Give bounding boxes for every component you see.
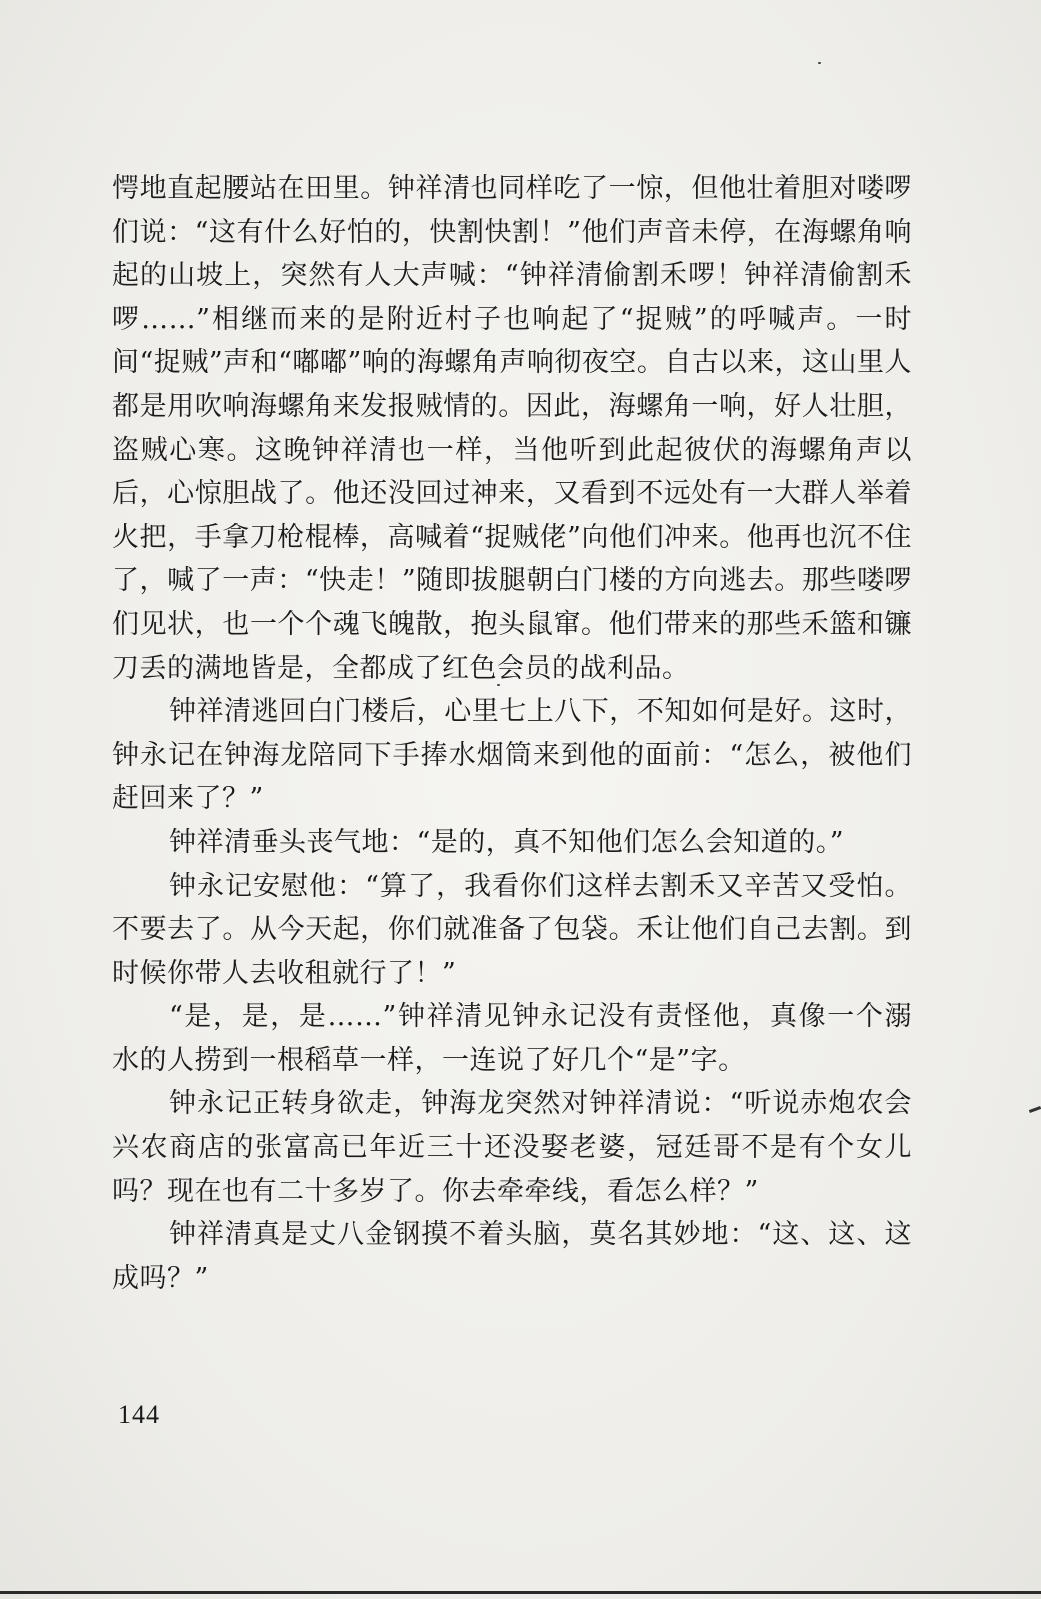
paragraph: 钟祥清真是丈八金钢摸不着头脑，莫名其妙地：“这、这、这成吗？” — [112, 1219, 912, 1294]
paragraph: 钟永记安慰他：“算了，我看你们这样去割禾又辛苦又受怕。不要去了。从今天起，你们就准备了包袋。禾让他们自己去割。到时候你带人去收租就行了！” — [112, 870, 912, 989]
scan-speck — [497, 684, 500, 686]
paragraph: 钟祥清垂头丧气地：“是的，真不知他们怎么会知道的。” — [169, 826, 845, 858]
paragraph: “是，是，是……”钟祥清见钟永记没有责怪他，真像一个溺水的人捞到一根稻草一样，一连说了好几个“是”字。 — [112, 1001, 912, 1076]
scan-speck — [818, 62, 821, 64]
body-text — [112, 167, 912, 1300]
paragraph: 愕地直起腰站在田里。钟祥清也同样吃了一惊，但他壮着胆对喽啰们说：“这有什么好怕的，快割快割！”他们声音未停，在海螺角响起的山坡上，突然有人大声喊：“钟祥清偷割禾啰！钟祥清偷割禾啰……”相继而来的是附近村子也响起了“捉贼”的呼喊声。一时间“捉贼”声和“嘟嘟”响的海螺角声响彻夜空。自古以来，这山里人都是用吹响海螺角来发报贼情的。因此，海螺角一响，好人壮胆，盗贼心寒。这晚钟祥清也一样，当他听到此起彼伏的海螺角声以后，心惊胆战了。他还没回过神来，又看到不远处有一大群人举着火把，手拿刀枪棍棒，高喊着“捉贼佬”向他们冲来。他再也沉不住了，喊了一声：“快走！”随即拔腿朝白门楼的方向逃去。那些喽啰们见状，也一个个魂飞魄散，抱头鼠窜。他们带来的那些禾篮和镰刀丢的满地皆是，全都成了红色会员的战利品。 — [112, 173, 912, 684]
paragraph: 钟祥清逃回白门楼后，心里七上八下，不知如何是好。这时，钟永记在钟海龙陪同下手捧水烟筒来到他的面前：“怎么，被他们赶回来了？” — [112, 696, 912, 815]
page-bottom-edge — [0, 1591, 1041, 1594]
page-number: 144 — [118, 1400, 160, 1429]
paragraph: 钟永记正转身欲走，钟海龙突然对钟祥清说：“听说赤炮农会兴农商店的张富高已年近三十还没娶老婆，冠廷哥不是有个女儿吗？现在也有二十多岁了。你去牵牵线，看怎么样？” — [112, 1088, 912, 1207]
